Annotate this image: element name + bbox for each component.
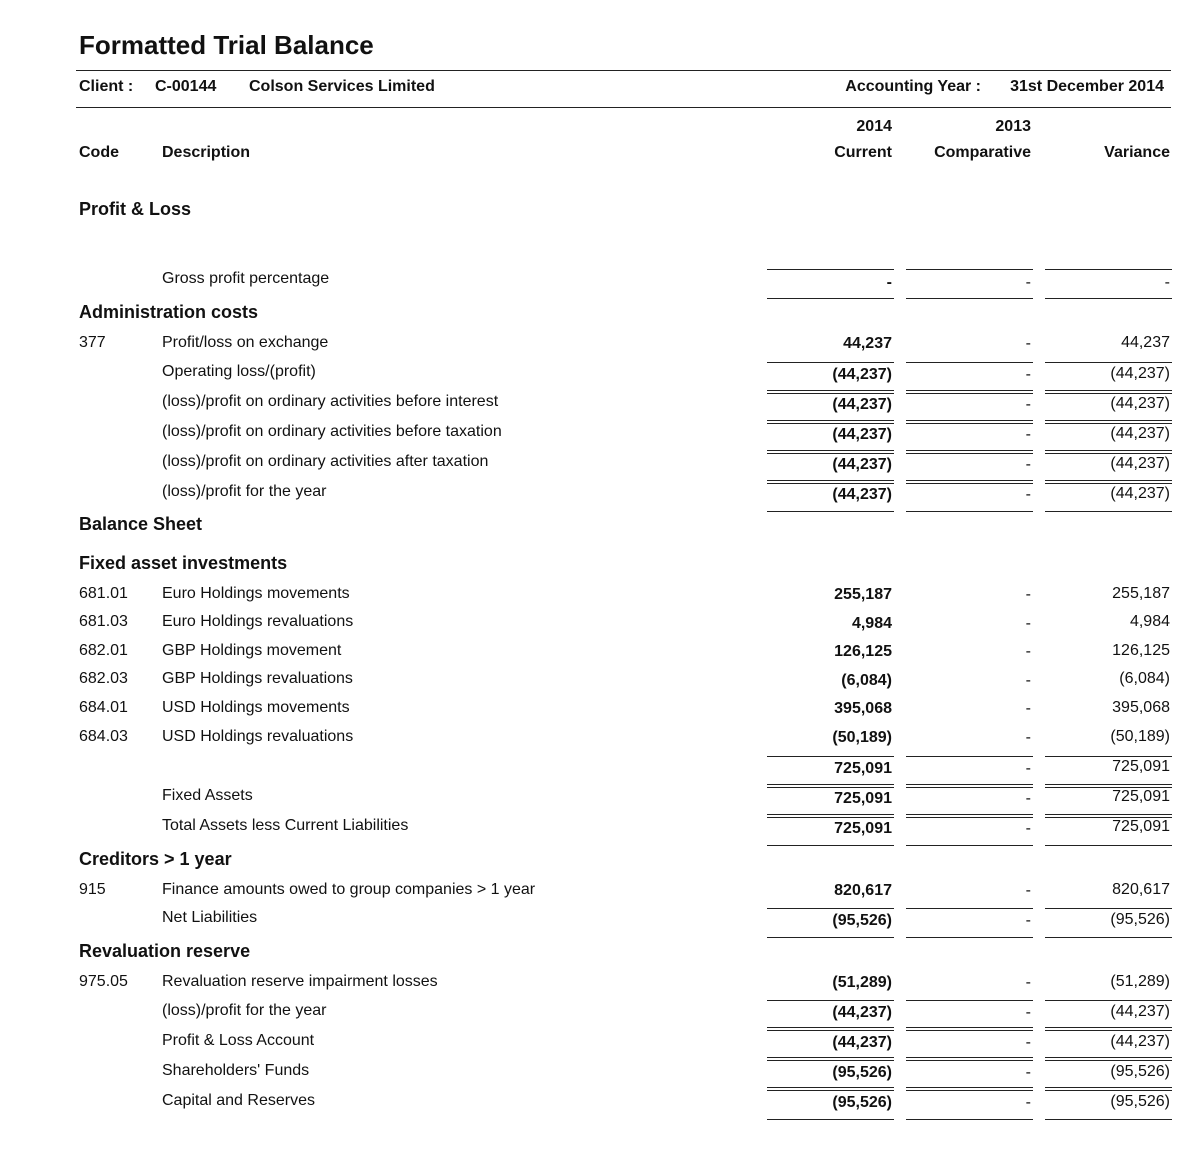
row-current: (44,237) [832,366,892,383]
rule [767,450,894,451]
row-code: 377 [79,334,106,351]
rule [1045,1119,1172,1120]
rule [906,908,1033,909]
row-code: 682.01 [79,642,128,659]
row-variance: (95,526) [1110,1093,1170,1110]
row-variance: (44,237) [1110,395,1170,412]
row-variance: (44,237) [1110,455,1170,472]
row-variance: (44,237) [1110,485,1170,502]
rule [1045,784,1172,785]
row-comparative: - [1025,366,1031,383]
row-variance: 820,617 [1112,881,1170,898]
row-variance: 4,984 [1129,613,1170,630]
rule [1045,814,1172,815]
row-variance: (50,189) [1110,728,1170,745]
client-code: C-00144 [155,78,217,95]
rule [1045,1087,1172,1088]
row-description: Profit/loss on exchange [162,334,329,351]
row-description: USD Holdings revaluations [162,728,354,745]
rule [906,423,1033,424]
row-current: (50,189) [832,729,892,746]
rule [1045,393,1172,394]
rule [906,480,1033,481]
rule [906,1119,1033,1120]
row-current: (44,237) [832,456,892,473]
section-administration-costs: Administration costs [79,302,259,322]
row-description: (loss)/profit on ordinary activities before interest [162,393,499,410]
client-name: Colson Services Limited [249,78,435,95]
rule [767,1087,894,1088]
rule [1045,1027,1172,1028]
row-comparative: - [1025,1034,1031,1051]
rule [1045,480,1172,481]
row-comparative: - [1025,335,1031,352]
rule [767,817,894,818]
row-current: 126,125 [834,643,892,660]
row-variance: 725,091 [1112,788,1170,805]
row-description: USD Holdings movements [162,699,350,716]
rule [1045,420,1172,421]
row-comparative: - [1025,643,1031,660]
row-variance: 44,237 [1121,334,1170,351]
rule [906,1057,1033,1058]
rule [1045,511,1172,512]
row-comparative: - [1025,820,1031,837]
row-current: (44,237) [832,396,892,413]
row-code: 915 [79,881,106,898]
row-current: (44,237) [832,1034,892,1051]
rule [1045,908,1172,909]
rule [767,298,894,299]
row-current: 820,617 [834,882,892,899]
rule [906,1060,1033,1061]
rule [767,480,894,481]
rule [767,1027,894,1028]
rule [767,1057,894,1058]
row-description: Finance amounts owed to group companies > 1 year [162,881,536,898]
rule [906,511,1033,512]
col-current-year: 2014 [856,118,892,135]
row-current: (44,237) [832,486,892,503]
row-description: (loss)/profit on ordinary activities before taxation [162,423,502,440]
row-comparative: - [1025,1064,1031,1081]
rule [767,1060,894,1061]
rule [906,845,1033,846]
rule [906,1087,1033,1088]
rule [767,483,894,484]
row-current: 395,068 [834,700,892,717]
client-label: Client : [79,78,134,95]
row-code: 682.03 [79,670,128,687]
row-description: Capital and Reserves [162,1092,315,1109]
col-comparative: Comparative [934,144,1031,161]
row-comparative: - [1025,396,1031,413]
rule [1045,362,1172,363]
col-variance: Variance [1104,144,1170,161]
row-current: 255,187 [834,586,892,603]
rule [767,787,894,788]
rule [906,1090,1033,1091]
row-comparative: - [1025,974,1031,991]
col-code: Code [79,144,119,161]
row-variance: 725,091 [1112,758,1170,775]
row-comparative: - [1025,486,1031,503]
row-description: Total Assets less Current Liabilities [162,817,409,834]
rule [1045,845,1172,846]
rule [906,817,1033,818]
row-current: 4,984 [851,615,892,632]
row-description: Shareholders' Funds [162,1062,310,1079]
row-description: Euro Holdings revaluations [162,613,354,630]
row-code: 681.01 [79,585,128,602]
row-description: Gross profit percentage [162,270,330,287]
rule [1045,1000,1172,1001]
rule [1045,937,1172,938]
row-current: (44,237) [832,1004,892,1021]
section-profit-loss: Profit & Loss [79,199,192,219]
rule [1045,1030,1172,1031]
rule [767,937,894,938]
rule [1045,756,1172,757]
rule [767,423,894,424]
rule [906,269,1033,270]
row-comparative: - [1025,426,1031,443]
accounting-year-value: 31st December 2014 [1010,78,1164,95]
row-code: 684.03 [79,728,128,745]
rule [767,362,894,363]
rule [1045,450,1172,451]
accounting-year-label: Accounting Year : [845,78,981,95]
row-current: (6,084) [841,672,892,689]
rule [1045,483,1172,484]
row-variance: (6,084) [1119,670,1170,687]
row-description: Fixed Assets [162,787,253,804]
row-variance: (95,526) [1110,1063,1170,1080]
rule [767,1090,894,1091]
rule [767,393,894,394]
row-variance: (44,237) [1110,425,1170,442]
rule [767,756,894,757]
rule [1045,1057,1172,1058]
rule [1045,269,1172,270]
rule [906,483,1033,484]
section-creditors: Creditors > 1 year [79,849,232,869]
row-comparative: - [1025,1004,1031,1021]
row-code: 975.05 [79,973,128,990]
rule [906,814,1033,815]
row-variance: 395,068 [1112,699,1170,716]
row-code: 684.01 [79,699,128,716]
row-current: (95,526) [832,912,892,929]
row-variance: - [1164,274,1170,291]
rule [767,420,894,421]
rule [906,453,1033,454]
row-description: (loss)/profit for the year [162,483,327,500]
row-description: GBP Holdings revaluations [162,670,353,687]
row-comparative: - [1025,1094,1031,1111]
rule [906,450,1033,451]
row-current: 725,091 [834,790,892,807]
rule [906,787,1033,788]
rule [767,511,894,512]
rule [906,298,1033,299]
rule [906,756,1033,757]
page-title: Formatted Trial Balance [79,30,374,60]
row-variance: 126,125 [1112,642,1170,659]
rule [906,937,1033,938]
row-variance: (95,526) [1110,911,1170,928]
rule [767,908,894,909]
col-current: Current [834,144,892,161]
row-comparative: - [1025,760,1031,777]
row-current: (44,237) [832,426,892,443]
row-variance: (44,237) [1110,1033,1170,1050]
rule [906,784,1033,785]
row-description: GBP Holdings movement [162,642,342,659]
rule [1045,1060,1172,1061]
rule [906,1000,1033,1001]
rule [1045,390,1172,391]
row-comparative: - [1025,615,1031,632]
row-description: Profit & Loss Account [162,1032,315,1049]
rule [767,1119,894,1120]
rule [767,1030,894,1031]
rule [767,269,894,270]
row-current: (95,526) [832,1064,892,1081]
row-variance: 725,091 [1112,818,1170,835]
row-comparative: - [1025,456,1031,473]
rule [1045,787,1172,788]
row-comparative: - [1025,700,1031,717]
row-variance: 255,187 [1112,585,1170,602]
header-top-rule [76,70,1171,71]
row-current: 725,091 [834,820,892,837]
row-comparative: - [1025,790,1031,807]
row-variance: (51,289) [1110,973,1170,990]
row-description: Operating loss/(profit) [162,363,316,380]
row-comparative: - [1025,672,1031,689]
section-balance-sheet: Balance Sheet [79,514,203,534]
row-code: 681.03 [79,613,128,630]
row-variance: (44,237) [1110,1003,1170,1020]
rule [1045,1090,1172,1091]
rule [906,393,1033,394]
header-bottom-rule [76,107,1171,108]
rule [906,362,1033,363]
row-current: - [886,274,892,291]
row-comparative: - [1025,912,1031,929]
row-description: Euro Holdings movements [162,585,350,602]
section-revaluation-reserve: Revaluation reserve [79,941,251,961]
rule [906,1027,1033,1028]
row-comparative: - [1025,274,1031,291]
row-description: (loss)/profit for the year [162,1002,327,1019]
col-description: Description [162,144,251,161]
row-current: (51,289) [832,974,892,991]
row-variance: (44,237) [1110,365,1170,382]
row-description: Net Liabilities [162,909,258,926]
row-current: 725,091 [834,760,892,777]
rule [1045,298,1172,299]
row-comparative: - [1025,586,1031,603]
row-current: (95,526) [832,1094,892,1111]
row-description: (loss)/profit on ordinary activities after taxation [162,453,489,470]
col-comparative-year: 2013 [995,118,1031,135]
rule [1045,817,1172,818]
rule [767,1000,894,1001]
rule [767,784,894,785]
row-description: Revaluation reserve impairment losses [162,973,438,990]
rule [767,390,894,391]
rule [906,390,1033,391]
row-comparative: - [1025,882,1031,899]
rule [1045,423,1172,424]
rule [767,814,894,815]
row-comparative: - [1025,729,1031,746]
section-fixed-asset-investments: Fixed asset investments [79,553,288,573]
rule [767,845,894,846]
rule [1045,453,1172,454]
row-current: 44,237 [843,335,892,352]
rule [906,420,1033,421]
rule [906,1030,1033,1031]
rule [767,453,894,454]
